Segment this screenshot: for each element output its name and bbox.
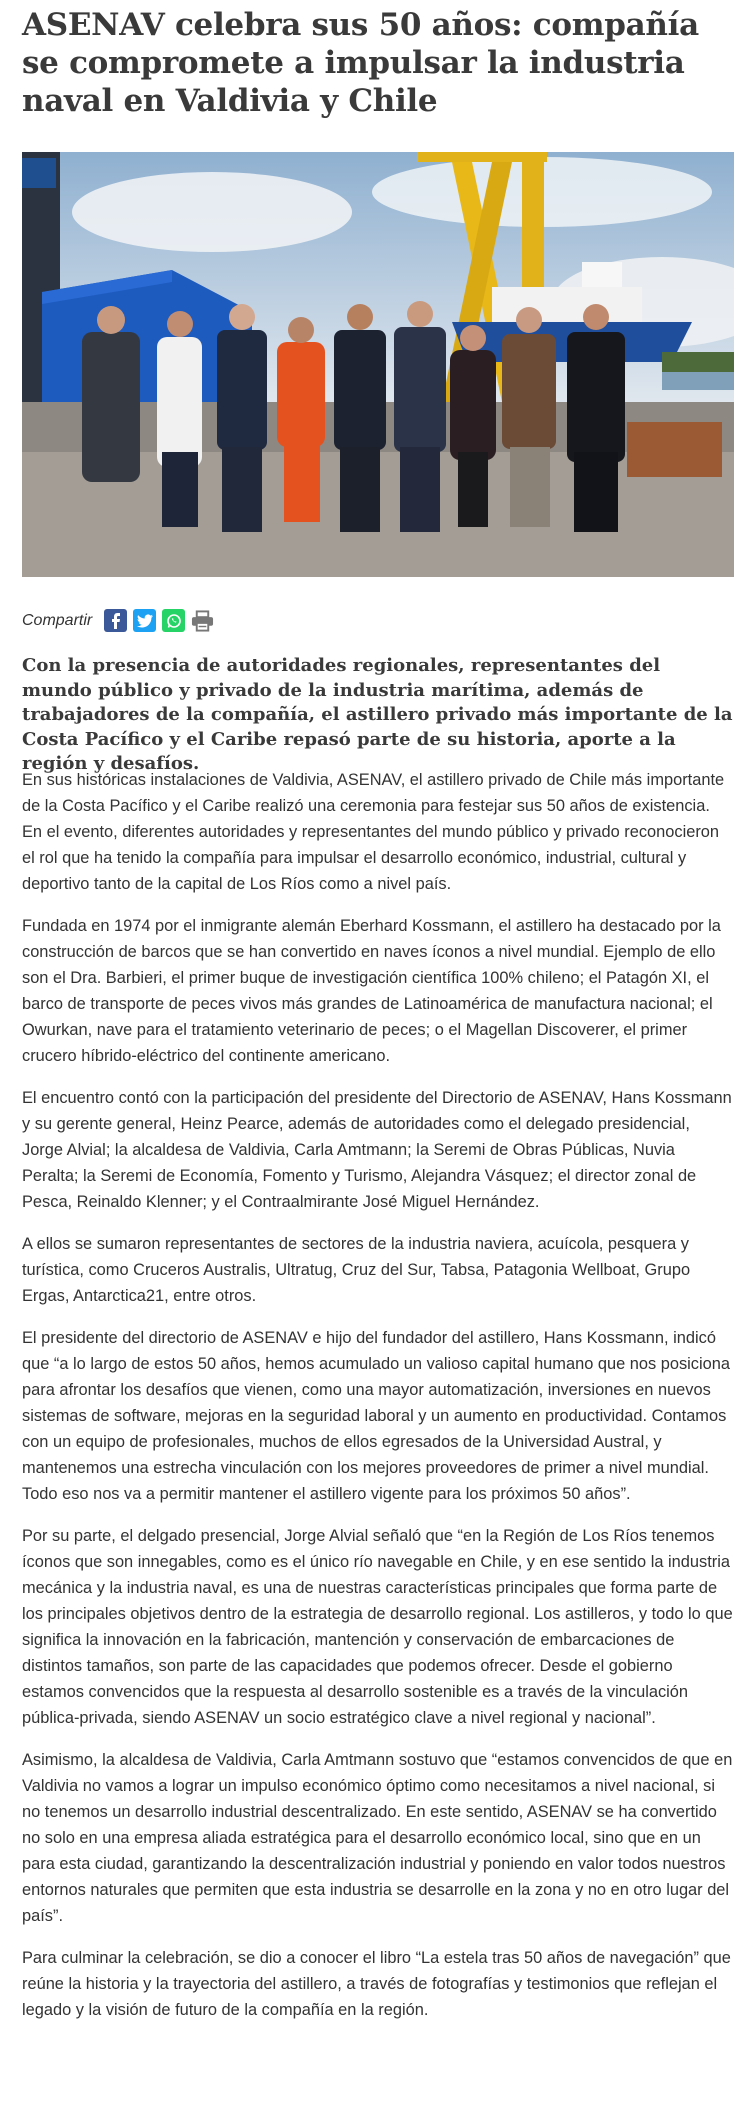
article-body xyxy=(22,767,734,2039)
article-paragraph: El presidente del directorio de ASENAV e hijo del fundador del astillero, Hans Kossmann, indicó que “a lo largo de estos 50 años, hemos acumulado un valioso capital humano que nos posiciona para afrontar los desafíos que vienen, como una mayor automatización, inversiones en nuevos sistemas de software, mejoras en la seguridad laboral y un aumento en productividad. Contamos con un equipo de profesionales, muchos de ellos egresados de la Universidad Austral, y mantenemos una estrecha vinculación con los mejores proveedores de primer a nivel mundial. Todo eso nos va a permitir mantener el astillero vigente para los próximos 50 años”. xyxy=(22,1329,730,1503)
print-icon[interactable] xyxy=(191,609,214,632)
twitter-icon[interactable] xyxy=(133,609,156,632)
article-photo xyxy=(22,152,734,577)
article-paragraph: Por su parte, el delgado presencial, Jorge Alvial señaló que “en la Región de Los Ríos tenemos íconos que son innegables, como es el único río navegable en Chile, y en ese sentido la industria mecánica y la industria naval, es una de nuestras características principales que forma parte de los principales objetivos dentro de la estrategia de desarrollo regional. Los astilleros, y todo lo que significa la innovación en la fabricación, mantención y conservación de embarcaciones de distintos tamaños, son parte de las capacidades que podemos ofrecer. Desde el gobierno estamos convencidos que la respuesta al desarrollo sostenible es a través de la vinculación pública-privada, siendo ASENAV un socio estratégico clave a nivel regional y nacional”. xyxy=(22,1527,733,1727)
article-paragraph: Fundada en 1974 por el inmigrante alemán Eberhard Kossmann, el astillero ha destacado por la construcción de barcos que se han convertido en naves íconos a nivel mundial. Ejemplo de ello son el Dra. Barbieri, el primer buque de investigación científica 100% chileno; el Patagón XI, el barco de transporte de peces vivos más grandes de Latinoamérica de manufactura nacional; el Owurkan, nave para el tratamiento veterinario de peces; o el Magellan Discoverer, el primer crucero híbrido-eléctrico del continente americano. xyxy=(22,917,721,1065)
share-label: Compartir xyxy=(22,611,93,629)
article-paragraph: A ellos se sumaron representantes de sectores de la industria naviera, acuícola, pesquera y turística, como Cruceros Australis, Ultratug, Cruz del Sur, Tabsa, Patagonia Wellboat, Grupo Ergas, Antarctica21, entre otros. xyxy=(22,1235,691,1305)
whatsapp-icon[interactable] xyxy=(162,609,185,632)
article xyxy=(22,0,734,2019)
article-lead: Con la presencia de autoridades regionales, representantes del mundo público y privado de la industria marítima, además de trabajadores de la compañía, el astillero privado más importante de la Costa Pacífico y el Caribe repasó parte de su historia, aporte a la región y desafíos. xyxy=(22,655,733,774)
article-headline: ASENAV celebra sus 50 años: compañía se compromete a impulsar la industria naval en Valdivia y Chile xyxy=(22,7,699,119)
facebook-icon[interactable] xyxy=(104,609,127,632)
share-bar xyxy=(22,609,214,632)
article-paragraph: Para culminar la celebración, se dio a conocer el libro “La estela tras 50 años de navegación” que reúne la historia y la trayectoria del astillero, a través de fotografías y testimonios que reflejan el legado y la visión de futuro de la compañía en la región. xyxy=(22,1949,731,2019)
article-paragraph: En sus históricas instalaciones de Valdivia, ASENAV, el astillero privado de Chile más importante de la Costa Pacífico y el Caribe realizó una ceremonia para festejar sus 50 años de existencia. En el evento, diferentes autoridades y representantes del mundo público y privado reconocieron el rol que ha tenido la compañía para impulsar el desarrollo económico, industrial, cultural y deportivo tanto de la capital de Los Ríos como a nivel país. xyxy=(22,771,725,893)
article-paragraph: El encuentro contó con la participación del presidente del Directorio de ASENAV, Hans Kossmann y su gerente general, Heinz Pearce, además de autoridades como el delegado presidencial, Jorge Alvial; la alcaldesa de Valdivia, Carla Amtmann; la Seremi de Obras Públicas, Nuvia Peralta; la Seremi de Economía, Fomento y Turismo, Alejandra Vásquez; el director zonal de Pesca, Reinaldo Klenner; y el Contraalmirante José Miguel Hernández. xyxy=(22,1089,732,1211)
article-paragraph: Asimismo, la alcaldesa de Valdivia, Carla Amtmann sostuvo que “estamos convencidos de que en Valdivia no vamos a lograr un impulso económico óptimo como necesitamos a nivel nacional, si no tenemos un desarrollo industrial descentralizado. En este sentido, ASENAV se ha convertido no solo en una empresa aliada estratégica para el desarrollo económico local, sino que en un para esta ciudad, garantizando la descentralización industrial y poniendo en valor todos nuestros entornos naturales que permiten que esta industria se desarrolle en la zona y no en otro lugar del país”. xyxy=(22,1751,733,1925)
